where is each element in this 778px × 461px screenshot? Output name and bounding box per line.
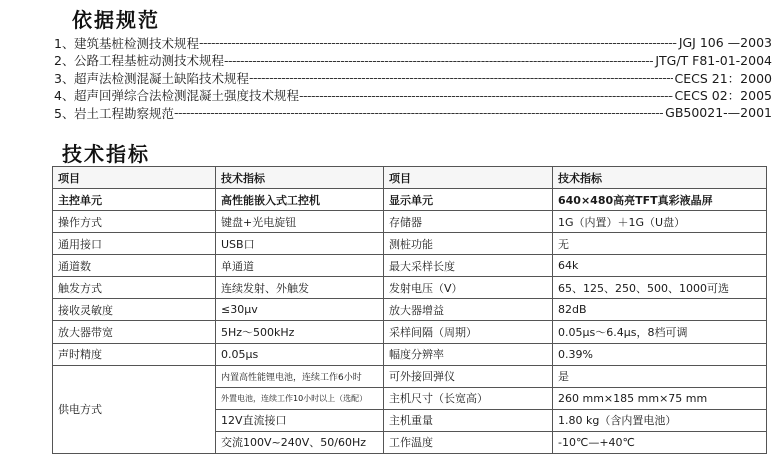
cell-value: 外置电池，连续工作10小时以上（选配） (216, 387, 384, 409)
standard-code: GB50021-—2001 (665, 105, 772, 121)
cell-value: 交流100V~240V、50/60Hz (216, 431, 384, 453)
header-item: 项目 (384, 167, 553, 189)
table-row (53, 321, 767, 343)
specs-table (52, 166, 767, 454)
specs-heading: 技术指标 (62, 142, 150, 166)
cell-item: 放大器增益 (384, 299, 553, 321)
table-header-row (53, 167, 767, 189)
cell-item: 幅度分辨率 (384, 343, 553, 365)
table-row (53, 211, 767, 233)
leader-dashes (249, 70, 673, 85)
cell-item: 显示单元 (384, 189, 553, 211)
cell-value: 64k (553, 255, 767, 277)
cell-value: 连续发射、外触发 (216, 277, 384, 299)
standard-code: JGJ 106 —2003 (678, 35, 772, 51)
header-item: 项目 (53, 167, 216, 189)
standards-list (54, 34, 772, 122)
standard-number: 2、 (54, 53, 75, 69)
leader-dashes (299, 88, 673, 103)
table-row (53, 365, 767, 387)
standard-number: 3、 (54, 70, 75, 86)
basis-heading: 依据规范 (72, 8, 160, 32)
standard-number: 4、 (54, 88, 75, 104)
cell-value: 无 (553, 233, 767, 255)
cell-value: 260 mm×185 mm×75 mm (553, 387, 767, 409)
cell-power-label: 供电方式 (53, 365, 216, 453)
header-spec: 技术指标 (216, 167, 384, 189)
cell-item: 主控单元 (53, 189, 216, 211)
header-spec: 技术指标 (553, 167, 767, 189)
cell-value: USB口 (216, 233, 384, 255)
standard-code: JTG/T F81-01-2004 (655, 52, 772, 68)
leader-dashes (224, 53, 653, 68)
cell-value: 12V直流接口 (216, 409, 384, 431)
cell-value: 0.05μs (216, 343, 384, 365)
cell-item: 测桩功能 (384, 233, 553, 255)
cell-item: 通用接口 (53, 233, 216, 255)
cell-item: 触发方式 (53, 277, 216, 299)
cell-value: 高性能嵌入式工控机 (216, 189, 384, 211)
cell-value: 单通道 (216, 255, 384, 277)
cell-value: 0.05μs～6.4μs，8档可调 (553, 321, 767, 343)
table-row (53, 233, 767, 255)
standard-title: 建筑基桩检测技术规程 (74, 35, 200, 51)
cell-item: 可外接回弹仪 (384, 365, 553, 387)
standard-item (54, 34, 772, 52)
standard-number: 5、 (54, 105, 75, 121)
standard-item (54, 69, 772, 87)
cell-value: 82dB (553, 299, 767, 321)
cell-value: 是 (553, 365, 767, 387)
standard-code: CECS 21：2000 (674, 70, 772, 86)
standard-item (54, 52, 772, 70)
table-row (53, 343, 767, 365)
cell-item: 发射电压（V） (384, 277, 553, 299)
cell-item: 声时精度 (53, 343, 216, 365)
standard-number: 1、 (54, 35, 75, 51)
cell-value: 1G（内置）＋1G（U盘） (553, 211, 767, 233)
standard-title: 超声回弹综合法检测混凝土强度技术规程 (74, 88, 300, 104)
cell-value: 65、125、250、500、1000可选 (553, 277, 767, 299)
cell-item: 采样间隔（周期） (384, 321, 553, 343)
standard-title: 超声法检测混凝土缺陷技术规程 (74, 70, 250, 86)
cell-item: 接收灵敏度 (53, 299, 216, 321)
standard-item (54, 104, 772, 122)
cell-value: 键盘+光电旋钮 (216, 211, 384, 233)
cell-value: ≤30μv (216, 299, 384, 321)
cell-item: 工作温度 (384, 431, 553, 453)
standard-item (54, 87, 772, 105)
table-row (53, 255, 767, 277)
cell-item: 最大采样长度 (384, 255, 553, 277)
standard-title: 公路工程基桩动测技术规程 (74, 53, 225, 69)
table-row (53, 299, 767, 321)
cell-value: 5Hz～500kHz (216, 321, 384, 343)
leader-dashes (199, 35, 677, 50)
leader-dashes (174, 105, 663, 120)
cell-value: -10℃—+40℃ (553, 431, 767, 453)
cell-item: 通道数 (53, 255, 216, 277)
cell-value: 1.80 kg（含内置电池） (553, 409, 767, 431)
table-row (53, 277, 767, 299)
cell-value: 0.39% (553, 343, 767, 365)
cell-item: 放大器带宽 (53, 321, 216, 343)
cell-value: 内置高性能锂电池，连续工作6小时 (216, 365, 384, 387)
standard-title: 岩土工程勘察规范 (74, 105, 175, 121)
cell-item: 主机尺寸（长宽高） (384, 387, 553, 409)
cell-item: 操作方式 (53, 211, 216, 233)
table-row (53, 189, 767, 211)
cell-item: 存储器 (384, 211, 553, 233)
cell-value: 640×480高亮TFT真彩液晶屏 (553, 189, 767, 211)
cell-item: 主机重量 (384, 409, 553, 431)
standard-code: CECS 02：2005 (674, 88, 772, 104)
